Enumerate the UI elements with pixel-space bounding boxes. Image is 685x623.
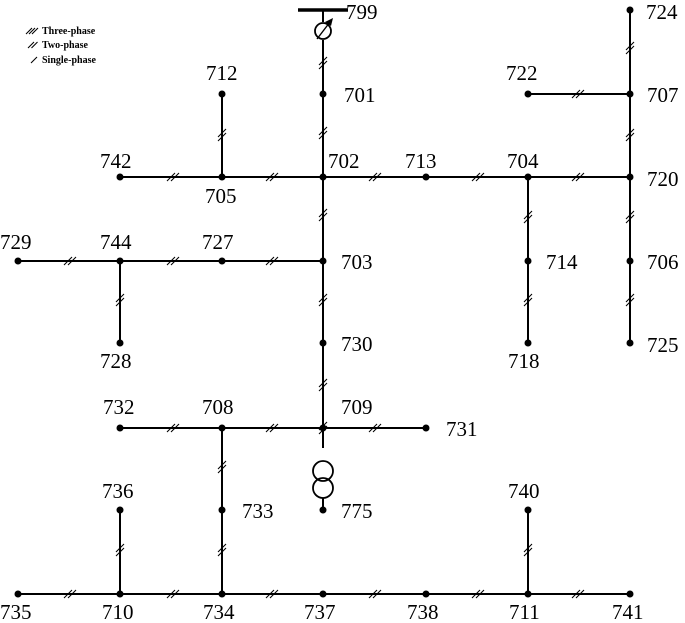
bus-label-718: 718 — [508, 349, 540, 373]
legend-three-phase — [26, 26, 96, 37]
bus-label-702: 702 — [328, 149, 360, 173]
bus-node — [320, 591, 327, 598]
bus-label-729: 729 — [0, 230, 32, 254]
bus-label-740: 740 — [508, 479, 540, 503]
bus-label-714: 714 — [546, 250, 578, 274]
bus-label-712: 712 — [206, 61, 238, 85]
bus-label-735: 735 — [0, 600, 32, 623]
bus-node — [320, 174, 327, 181]
bus-label-707: 707 — [647, 83, 679, 107]
bus-node — [320, 507, 327, 514]
bus-label-736: 736 — [102, 479, 134, 503]
bus-label-713: 713 — [405, 149, 437, 173]
bus-label-706: 706 — [647, 250, 679, 274]
bus-node — [320, 91, 327, 98]
bus-label-730: 730 — [341, 332, 373, 356]
bus-label-711: 711 — [509, 600, 540, 623]
bus-node — [219, 591, 226, 598]
bus-node — [117, 258, 124, 265]
bus-label-733: 733 — [242, 499, 274, 523]
bus-node — [627, 7, 634, 14]
bus-label-728: 728 — [100, 349, 132, 373]
bus-node — [320, 425, 327, 432]
bus-node — [15, 258, 22, 265]
bus-label-731: 731 — [446, 417, 478, 441]
bus-label-724: 724 — [646, 0, 678, 24]
bus-label-727: 727 — [202, 230, 234, 254]
bus-node — [219, 91, 226, 98]
bus-node — [627, 174, 634, 181]
bus-label-744: 744 — [100, 230, 132, 254]
bus-node — [219, 425, 226, 432]
bus-node — [117, 507, 124, 514]
bus-label-737: 737 — [304, 600, 336, 623]
legend-two-phase — [28, 40, 88, 51]
legend — [26, 26, 96, 66]
bus-label-734: 734 — [203, 600, 235, 623]
bus-label-725: 725 — [647, 333, 679, 357]
substation-799 — [298, 10, 348, 39]
bus-node — [627, 591, 634, 598]
bus-label-701: 701 — [344, 83, 376, 107]
bus-node — [15, 591, 22, 598]
bus-label-708: 708 — [202, 395, 234, 419]
bus-label-741: 741 — [612, 600, 644, 623]
bus-node — [117, 591, 124, 598]
bus-node — [117, 425, 124, 432]
legend-single-phase-label: Single-phase — [42, 55, 96, 66]
bus-label-742: 742 — [100, 149, 132, 173]
bus-label-799: 799 — [346, 0, 378, 24]
bus-node — [525, 507, 532, 514]
bus-label-705: 705 — [205, 184, 237, 208]
bus-node — [219, 507, 226, 514]
bus-node — [423, 591, 430, 598]
bus-node — [117, 340, 124, 347]
bus-node — [320, 340, 327, 347]
bus-label-720: 720 — [647, 167, 679, 191]
bus-node — [423, 425, 430, 432]
bus-node — [627, 340, 634, 347]
bus-node — [219, 174, 226, 181]
bus-node — [525, 91, 532, 98]
bus-node — [525, 340, 532, 347]
bus-label-738: 738 — [407, 600, 439, 623]
bus-label-709: 709 — [341, 395, 373, 419]
bus-label-722: 722 — [506, 61, 538, 85]
bus-label-732: 732 — [103, 395, 135, 419]
transformer-709-775 — [313, 461, 333, 510]
bus-node — [627, 258, 634, 265]
bus-label-703: 703 — [341, 250, 373, 274]
bus-node — [117, 174, 124, 181]
bus-node — [525, 591, 532, 598]
bus-label-704: 704 — [507, 149, 539, 173]
bus-node — [423, 174, 430, 181]
bus-node — [627, 91, 634, 98]
bus-label-710: 710 — [102, 600, 134, 623]
bus-node — [219, 258, 226, 265]
bus-node — [525, 258, 532, 265]
bus-node — [525, 174, 532, 181]
bus-label-775: 775 — [341, 499, 373, 523]
bus-node — [320, 258, 327, 265]
legend-two-phase-label: Two-phase — [42, 40, 88, 51]
legend-three-phase-label: Three-phase — [42, 26, 96, 37]
legend-single-phase — [31, 55, 96, 66]
